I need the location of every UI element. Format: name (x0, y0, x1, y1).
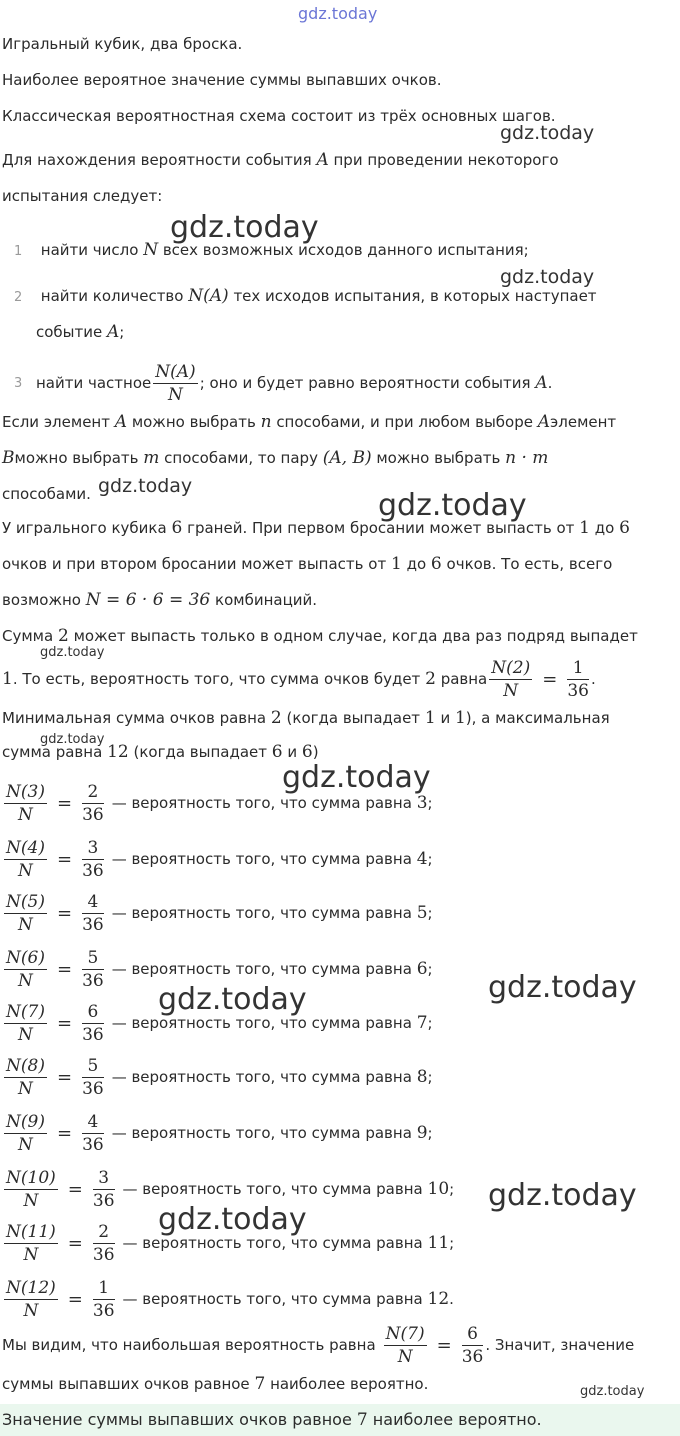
watermark: gdz.today (98, 475, 193, 497)
sum-value: 5 (416, 903, 428, 923)
math-number: 2 (57, 626, 69, 646)
sum-value: 6 (416, 959, 428, 979)
text: найти частное (36, 374, 152, 392)
step-number: 3 (14, 375, 23, 391)
scheme-intro: Классическая вероятностная схема состоит из трёх основных шагов. (2, 107, 556, 125)
scheme-definition-cont: испытания следует: (2, 187, 163, 205)
fraction (4, 1221, 58, 1266)
fraction-denominator: N (23, 1190, 39, 1211)
fraction-denominator: 36 (92, 1190, 115, 1211)
fraction (4, 1001, 47, 1046)
fraction-denominator: 36 (567, 680, 589, 701)
text: Если элемент (2, 413, 110, 431)
fraction-numerator: N(12) (6, 1277, 56, 1298)
math-number: 1 (2, 669, 13, 689)
punctuation: ; (427, 850, 433, 868)
fraction (4, 837, 47, 882)
text: наиболее вероятно. (372, 1410, 542, 1429)
probability-text: — вероятность того, что сумма равна (111, 1014, 412, 1032)
punctuation: ; (449, 1234, 455, 1252)
text: тех исходов испытания, в которых наступает (233, 287, 597, 305)
fraction-denominator: 36 (92, 1244, 115, 1265)
fraction-denominator: N (23, 1300, 39, 1321)
text: Для нахождения вероятности события (2, 151, 312, 169)
text: можно выбрать (376, 449, 501, 467)
sum-value: 11 (427, 1233, 450, 1253)
fraction-denominator: N (503, 680, 519, 701)
math-number: 1 (454, 708, 466, 728)
fraction-numerator: 2 (82, 781, 104, 804)
fraction (82, 781, 104, 826)
sum-value: 10 (427, 1179, 450, 1199)
text: элемент (550, 413, 617, 431)
math-number: 1 (390, 554, 402, 574)
fraction-numerator: 2 (93, 1221, 115, 1244)
step-1 (2, 240, 529, 262)
watermark: gdz.today (170, 210, 319, 245)
probability-text: — вероятность того, что сумма равна (122, 1234, 423, 1252)
watermark: gdz.today (500, 122, 595, 144)
fraction-denominator: 36 (82, 804, 104, 825)
text: при проведении некоторого (333, 151, 559, 169)
math-expression: N = 6 · 6 = 36 (85, 590, 211, 610)
probability-row (2, 1106, 433, 1160)
fraction-numerator: N(A) (155, 361, 196, 382)
fraction-numerator: N(10) (6, 1167, 56, 1188)
sum-value: 7 (416, 1013, 428, 1033)
fraction (384, 1323, 427, 1368)
text: наиболее вероятно. (270, 1375, 429, 1393)
text: очков и при втором бросании может выпасть от (2, 555, 387, 573)
sum-value: 3 (416, 793, 428, 813)
rule-line-2 (2, 448, 548, 468)
math-expression: (A, B) (322, 448, 372, 468)
math-number: 12 (107, 742, 129, 762)
step-number: 2 (14, 290, 23, 305)
punctuation: ; (427, 1014, 433, 1032)
fraction-numerator: N(3) (6, 781, 45, 802)
punctuation: ; (427, 904, 433, 922)
fraction-denominator: N (397, 1346, 413, 1367)
sum-value: 9 (416, 1123, 428, 1143)
fraction-denominator: N (168, 384, 183, 405)
fraction-numerator: N(7) (385, 1323, 425, 1344)
fraction (4, 781, 47, 826)
conclusion-line-1 (2, 1318, 634, 1372)
watermark: gdz.today (282, 760, 431, 795)
punctuation: ; (427, 794, 433, 812)
fraction-numerator: N(6) (6, 947, 45, 968)
fraction-numerator: 5 (82, 1055, 104, 1078)
math-symbol: N (143, 240, 159, 260)
text: можно выбрать (131, 413, 256, 431)
text: У игрального кубика (2, 519, 167, 537)
math-number: 1 (579, 518, 590, 538)
text: ; оно и будет равно вероятности события (199, 374, 531, 392)
fraction (93, 1221, 115, 1266)
fraction-numerator: 5 (82, 947, 104, 970)
watermark: gdz.today (580, 1384, 645, 1399)
step-number: 1 (14, 244, 23, 259)
answer-box (0, 1404, 680, 1436)
fraction-numerator: N(4) (6, 837, 45, 858)
watermark: gdz.today (378, 488, 527, 523)
probability-row (2, 996, 433, 1050)
step-2-cont: событие A; (36, 322, 125, 342)
scheme-definition (2, 150, 559, 170)
punctuation: ; (427, 1124, 433, 1142)
text: до (594, 519, 615, 537)
watermark: gdz.today (158, 982, 307, 1017)
fraction-numerator: 4 (82, 1111, 104, 1134)
text: событие (36, 323, 103, 341)
sum2-line-1 (2, 626, 638, 646)
equals-sign: = (56, 1012, 73, 1034)
math-number: 7 (254, 1374, 266, 1394)
fraction (82, 891, 104, 936)
title-line: Игральный кубик, два броска. (2, 35, 243, 53)
step-2 (2, 286, 597, 308)
math-number: 6 (619, 518, 630, 538)
fraction-numerator: 6 (462, 1323, 484, 1346)
probability-text: — вероятность того, что сумма равна (111, 1124, 412, 1142)
text: Минимальная сумма очков равна (2, 709, 267, 727)
math-symbol: A (114, 412, 128, 432)
probability-text: — вероятность того, что сумма равна (122, 1290, 423, 1308)
math-symbol: n (260, 412, 272, 432)
math-symbol: m (143, 448, 160, 468)
fraction-denominator: N (18, 914, 33, 935)
text: способами, то пару (164, 449, 318, 467)
text: Сумма (2, 627, 54, 645)
text: можно выбрать (14, 449, 139, 467)
math-number: 6 (271, 742, 283, 762)
punctuation: ; (427, 960, 433, 978)
math-number: 6 (301, 742, 313, 762)
probability-row (2, 942, 433, 996)
math-symbol: A (537, 412, 551, 432)
fraction-denominator: N (18, 1134, 33, 1155)
watermark: gdz.today (500, 266, 595, 288)
text: ) (312, 743, 319, 761)
math-symbol: A (535, 373, 548, 393)
math-symbol: A (316, 150, 329, 170)
equals-sign: = (67, 1288, 83, 1310)
fraction (82, 1001, 104, 1046)
watermark: gdz.today (488, 970, 637, 1005)
fraction-denominator: N (18, 860, 33, 881)
fraction-numerator: 6 (82, 1001, 104, 1024)
fraction-numerator: N(8) (6, 1055, 45, 1076)
math-symbol: A (107, 322, 120, 342)
step-3: 3 найти частное $\frac{N(A)}{N}$ ; оно и будет равно вероятности события A . (2, 356, 552, 410)
dice-line-2 (2, 554, 612, 574)
question-line: Наиболее вероятное значение суммы выпавших очков. (2, 71, 442, 89)
fraction (153, 361, 197, 406)
math-number: 2 (425, 669, 436, 689)
text: граней. При первом бросании может выпасть от (187, 519, 575, 537)
fraction-numerator: N(7) (6, 1001, 45, 1022)
sum2-line-2: 1 . То есть, вероятность того, что сумма очков будет 2 равна $\frac{N(2)}{N}$ = $\frac{1}{36}$ . (2, 657, 596, 701)
math-symbol: B (2, 448, 15, 468)
fraction-numerator: N(11) (6, 1221, 56, 1242)
fraction (462, 1323, 484, 1368)
fraction-numerator: 1 (567, 657, 589, 680)
punctuation: ; (427, 1068, 433, 1086)
equals-sign: = (67, 1232, 83, 1254)
math-expression: n · m (505, 448, 549, 468)
probability-text: — вероятность того, что сумма равна (122, 1180, 423, 1198)
fraction (82, 837, 104, 882)
sum-value: 8 (416, 1067, 428, 1087)
fraction (93, 1277, 115, 1322)
fraction (4, 891, 47, 936)
math-expression: N(A) (188, 286, 229, 306)
fraction (82, 1111, 104, 1156)
watermark: gdz.today (40, 645, 105, 660)
text: ), а максимальная (465, 709, 610, 727)
text: (когда выпадает (286, 709, 421, 727)
fraction (489, 657, 532, 702)
equals-sign: = (56, 902, 73, 924)
fraction (4, 1055, 47, 1100)
watermark: gdz.today (298, 4, 378, 23)
text: всех возможных исходов данного испытания; (162, 241, 529, 259)
equals-sign: = (56, 1066, 73, 1088)
fraction-denominator: 36 (82, 1024, 104, 1045)
answer-text (2, 1410, 542, 1430)
text: может выпасть только в одном случае, когда два раз подряд выпадет (73, 627, 638, 645)
math-number: 1 (424, 708, 436, 728)
probability-row (2, 776, 433, 830)
text: суммы выпавших очков равное (2, 1375, 250, 1393)
fraction-numerator: 1 (93, 1277, 115, 1300)
punctuation: ; (449, 1180, 455, 1198)
equals-sign: = (542, 668, 558, 690)
probability-row (2, 1216, 454, 1270)
equals-sign: = (56, 1122, 73, 1144)
text: и (287, 743, 298, 761)
fraction-denominator: 36 (92, 1300, 115, 1321)
sum-value: 4 (416, 849, 428, 869)
fraction-denominator: 36 (82, 860, 104, 881)
math-number: 6 (171, 518, 183, 538)
text: . Значит, значение (485, 1336, 635, 1354)
fraction (4, 1111, 47, 1156)
rule-line-3: способами. (2, 485, 91, 503)
text: очков. То есть, всего (446, 555, 613, 573)
watermark: gdz.today (488, 1178, 637, 1213)
rule-line-1 (2, 412, 616, 432)
fraction (4, 1167, 58, 1212)
fraction-denominator: 36 (461, 1346, 484, 1367)
fraction-denominator: N (18, 1078, 33, 1099)
text: найти число (40, 241, 139, 259)
probability-row (2, 1162, 454, 1216)
text: Значение суммы выпавших очков равное (2, 1410, 352, 1429)
text: Мы видим, что наибольшая вероятность равна (2, 1336, 376, 1354)
equals-sign: = (56, 958, 73, 980)
fraction-numerator: N(5) (6, 891, 45, 912)
probability-row (2, 1050, 433, 1104)
fraction-denominator: 36 (82, 914, 104, 935)
fraction-numerator: 3 (93, 1167, 115, 1190)
fraction (82, 1055, 104, 1100)
fraction-denominator: 36 (82, 1078, 104, 1099)
watermark: gdz.today (158, 1202, 307, 1237)
fraction-denominator: 36 (82, 1134, 104, 1155)
sum-value: 12 (427, 1289, 450, 1309)
fraction-numerator: N(9) (6, 1111, 45, 1132)
dice-line-3 (2, 590, 317, 610)
text: (когда выпадает (133, 743, 267, 761)
probability-row (2, 886, 433, 940)
text: комбинаций. (215, 591, 318, 609)
probability-text: — вероятность того, что сумма равна (111, 850, 412, 868)
text: и (440, 709, 451, 727)
fraction-numerator: 3 (82, 837, 104, 860)
fraction-denominator: N (23, 1244, 39, 1265)
fraction-numerator: 4 (82, 891, 104, 914)
probability-text: — вероятность того, что сумма равна (111, 1068, 412, 1086)
math-number: 7 (356, 1410, 368, 1430)
fraction (4, 1277, 58, 1322)
text: возможно (2, 591, 81, 609)
probability-text: — вероятность того, что сумма равна (111, 904, 412, 922)
probability-text: — вероятность того, что сумма равна (111, 960, 412, 978)
equals-sign: = (56, 792, 73, 814)
text: до (406, 555, 427, 573)
punctuation: . (449, 1290, 454, 1308)
minmax-line-2 (2, 742, 319, 762)
fraction (567, 657, 589, 702)
equals-sign: = (56, 848, 73, 870)
fraction-denominator: N (18, 970, 33, 991)
text: . То есть, вероятность того, что сумма очков будет (12, 670, 421, 688)
math-number: 6 (430, 554, 442, 574)
conclusion-line-2 (2, 1374, 428, 1394)
probability-row (2, 832, 433, 886)
fraction (4, 947, 47, 992)
text: способами, и при любом выборе (276, 413, 533, 431)
equals-sign: = (67, 1178, 83, 1200)
text: равна (440, 670, 488, 688)
fraction-denominator: N (18, 1024, 33, 1045)
fraction (93, 1167, 115, 1212)
dice-line-1 (2, 518, 630, 538)
fraction-denominator: 36 (82, 970, 104, 991)
fraction-denominator: N (18, 804, 33, 825)
probability-text: — вероятность того, что сумма равна (111, 794, 412, 812)
watermark: gdz.today (40, 732, 105, 747)
math-number: 2 (270, 708, 282, 728)
equals-sign: = (436, 1334, 452, 1356)
text: сумма равна (2, 743, 103, 761)
fraction-numerator: N(2) (491, 657, 531, 678)
fraction (82, 947, 104, 992)
minmax-line-1 (2, 708, 610, 728)
text: найти количество (40, 287, 184, 305)
